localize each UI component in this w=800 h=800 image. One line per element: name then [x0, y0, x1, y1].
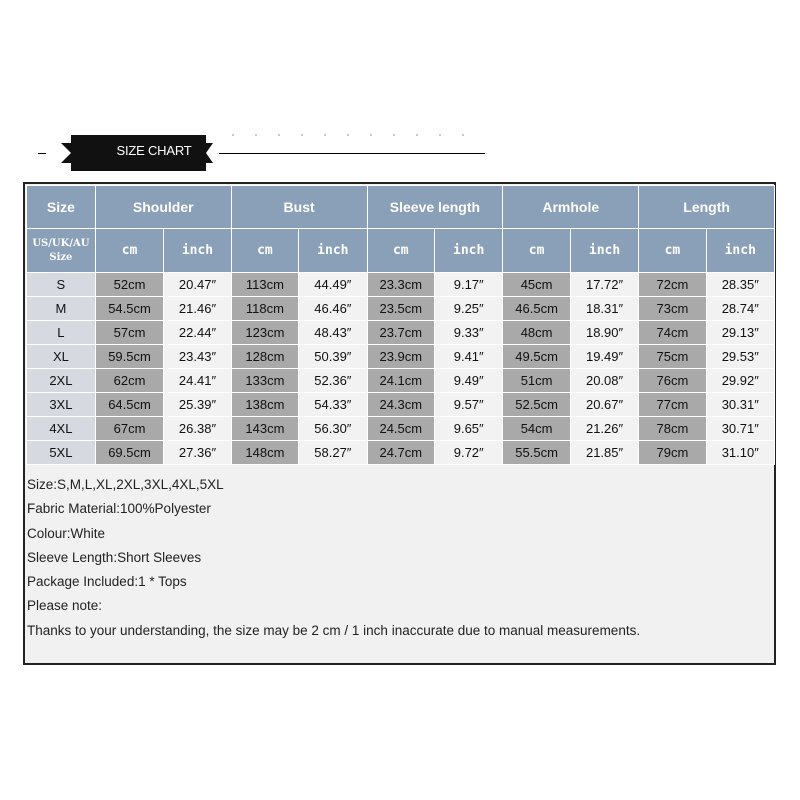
table-row	[27, 441, 775, 465]
inch-cell: 26.38″	[164, 417, 231, 441]
cm-cell: 24.3cm	[367, 393, 435, 417]
inch-cell: 9.72″	[435, 441, 503, 465]
inch-cell: 27.36″	[164, 441, 231, 465]
cm-cell: 57cm	[95, 321, 164, 345]
dot	[416, 134, 418, 136]
cm-cell: 74cm	[639, 321, 706, 345]
inch-cell: 30.31″	[706, 393, 774, 417]
cm-cell: 123cm	[231, 321, 298, 345]
title-rule	[219, 153, 485, 154]
inch-cell: 29.13″	[706, 321, 774, 345]
header-armhole: Armhole	[503, 186, 639, 229]
inch-cell: 28.35″	[706, 273, 774, 297]
inch-cell: 9.17″	[435, 273, 503, 297]
cm-cell: 24.1cm	[367, 369, 435, 393]
size-cell: 4XL	[27, 417, 96, 441]
header-region-label: US/UK/AU	[32, 237, 90, 249]
cm-cell: 118cm	[231, 297, 298, 321]
inch-cell: 29.53″	[706, 345, 774, 369]
inch-cell: 30.71″	[706, 417, 774, 441]
cm-cell: 59.5cm	[95, 345, 164, 369]
cm-cell: 46.5cm	[503, 297, 571, 321]
size-cell: S	[27, 273, 96, 297]
note-please-note: Please note:	[27, 598, 103, 614]
dot	[462, 134, 464, 136]
product-notes	[27, 473, 767, 643]
cm-cell: 23.7cm	[367, 321, 435, 345]
header-size: Size	[27, 186, 96, 229]
inch-cell: 9.41″	[435, 345, 503, 369]
size-table	[26, 185, 775, 465]
inch-cell: 20.47″	[164, 273, 231, 297]
unit-inch: inch	[570, 229, 638, 273]
cm-cell: 52cm	[95, 273, 164, 297]
inch-cell: 58.27″	[299, 441, 367, 465]
inch-cell: 20.08″	[570, 369, 638, 393]
size-cell: XL	[27, 345, 96, 369]
cm-cell: 133cm	[231, 369, 298, 393]
size-cell: L	[27, 321, 96, 345]
unit-cm: cm	[367, 229, 435, 273]
cm-cell: 76cm	[639, 369, 706, 393]
size-chart-title	[38, 133, 488, 173]
cm-cell: 72cm	[639, 273, 706, 297]
unit-cm: cm	[95, 229, 164, 273]
inch-cell: 18.31″	[570, 297, 638, 321]
header-bust: Bust	[231, 186, 367, 229]
inch-cell: 17.72″	[570, 273, 638, 297]
inch-cell: 19.49″	[570, 345, 638, 369]
dot	[393, 134, 395, 136]
inch-cell: 48.43″	[299, 321, 367, 345]
inch-cell: 52.36″	[299, 369, 367, 393]
header-length: Length	[639, 186, 775, 229]
unit-inch: inch	[435, 229, 503, 273]
table-row	[27, 417, 775, 441]
inch-cell: 9.57″	[435, 393, 503, 417]
size-cell: 2XL	[27, 369, 96, 393]
cm-cell: 55.5cm	[503, 441, 571, 465]
inch-cell: 18.90″	[570, 321, 638, 345]
cm-cell: 75cm	[639, 345, 706, 369]
size-cell: M	[27, 297, 96, 321]
cm-cell: 23.9cm	[367, 345, 435, 369]
note-colour: Colour:White	[27, 525, 106, 541]
cm-cell: 73cm	[639, 297, 706, 321]
header-region-size	[27, 229, 96, 273]
dot	[255, 134, 257, 136]
cm-cell: 143cm	[231, 417, 298, 441]
dot	[324, 134, 326, 136]
unit-cm: cm	[231, 229, 298, 273]
inch-cell: 21.26″	[570, 417, 638, 441]
inch-cell: 20.67″	[570, 393, 638, 417]
note-package: Package Included:1 * Tops	[27, 574, 187, 590]
cm-cell: 45cm	[503, 273, 571, 297]
size-table-body	[27, 273, 775, 465]
inch-cell: 29.92″	[706, 369, 774, 393]
header-row-units	[27, 229, 775, 273]
title-dots	[232, 134, 482, 138]
cm-cell: 113cm	[231, 273, 298, 297]
size-chart-panel	[23, 182, 776, 665]
note-disclaimer: Thanks to your understanding, the size may be 2 cm / 1 inch inaccurate due to manual measurements.	[27, 622, 641, 638]
cm-cell: 64.5cm	[95, 393, 164, 417]
unit-cm: cm	[503, 229, 571, 273]
size-cell: 3XL	[27, 393, 96, 417]
inch-cell: 21.46″	[164, 297, 231, 321]
cm-cell: 67cm	[95, 417, 164, 441]
inch-cell: 25.39″	[164, 393, 231, 417]
title-left-dash	[38, 153, 46, 154]
inch-cell: 28.74″	[706, 297, 774, 321]
inch-cell: 9.65″	[435, 417, 503, 441]
cm-cell: 54.5cm	[95, 297, 164, 321]
cm-cell: 24.7cm	[367, 441, 435, 465]
header-region-size-label: Size	[49, 251, 73, 263]
inch-cell: 46.46″	[299, 297, 367, 321]
dot	[370, 134, 372, 136]
table-row	[27, 321, 775, 345]
dot	[439, 134, 441, 136]
inch-cell: 31.10″	[706, 441, 774, 465]
unit-inch: inch	[706, 229, 774, 273]
note-sizes: Size:S,M,L,XL,2XL,3XL,4XL,5XL	[27, 477, 224, 492]
inch-cell: 9.49″	[435, 369, 503, 393]
cm-cell: 77cm	[639, 393, 706, 417]
dot	[347, 134, 349, 136]
table-row	[27, 393, 775, 417]
cm-cell: 79cm	[639, 441, 706, 465]
unit-inch: inch	[299, 229, 367, 273]
inch-cell: 50.39″	[299, 345, 367, 369]
cm-cell: 48cm	[503, 321, 571, 345]
page-title: SIZE CHART	[116, 143, 192, 158]
cm-cell: 138cm	[231, 393, 298, 417]
dot	[278, 134, 280, 136]
cm-cell: 52.5cm	[503, 393, 571, 417]
header-shoulder: Shoulder	[95, 186, 231, 229]
inch-cell: 21.85″	[570, 441, 638, 465]
cm-cell: 62cm	[95, 369, 164, 393]
cm-cell: 23.3cm	[367, 273, 435, 297]
note-sleeve-length: Sleeve Length:Short Sleeves	[27, 549, 202, 565]
table-row	[27, 369, 775, 393]
inch-cell: 44.49″	[299, 273, 367, 297]
inch-cell: 54.33″	[299, 393, 367, 417]
inch-cell: 9.33″	[435, 321, 503, 345]
cm-cell: 78cm	[639, 417, 706, 441]
cm-cell: 51cm	[503, 369, 571, 393]
inch-cell: 9.25″	[435, 297, 503, 321]
inch-cell: 56.30″	[299, 417, 367, 441]
inch-cell: 24.41″	[164, 369, 231, 393]
inch-cell: 22.44″	[164, 321, 231, 345]
dot	[232, 134, 234, 136]
table-row	[27, 297, 775, 321]
header-row-groups	[27, 186, 775, 229]
cm-cell: 23.5cm	[367, 297, 435, 321]
unit-inch: inch	[164, 229, 231, 273]
cm-cell: 128cm	[231, 345, 298, 369]
unit-cm: cm	[639, 229, 706, 273]
cm-cell: 148cm	[231, 441, 298, 465]
table-row	[27, 345, 775, 369]
note-fabric: Fabric Material:100%Polyester	[27, 501, 211, 517]
cm-cell: 49.5cm	[503, 345, 571, 369]
dot	[301, 134, 303, 136]
header-sleeve-length: Sleeve length	[367, 186, 503, 229]
inch-cell: 23.43″	[164, 345, 231, 369]
cm-cell: 69.5cm	[95, 441, 164, 465]
table-row	[27, 273, 775, 297]
cm-cell: 54cm	[503, 417, 571, 441]
size-cell: 5XL	[27, 441, 96, 465]
cm-cell: 24.5cm	[367, 417, 435, 441]
